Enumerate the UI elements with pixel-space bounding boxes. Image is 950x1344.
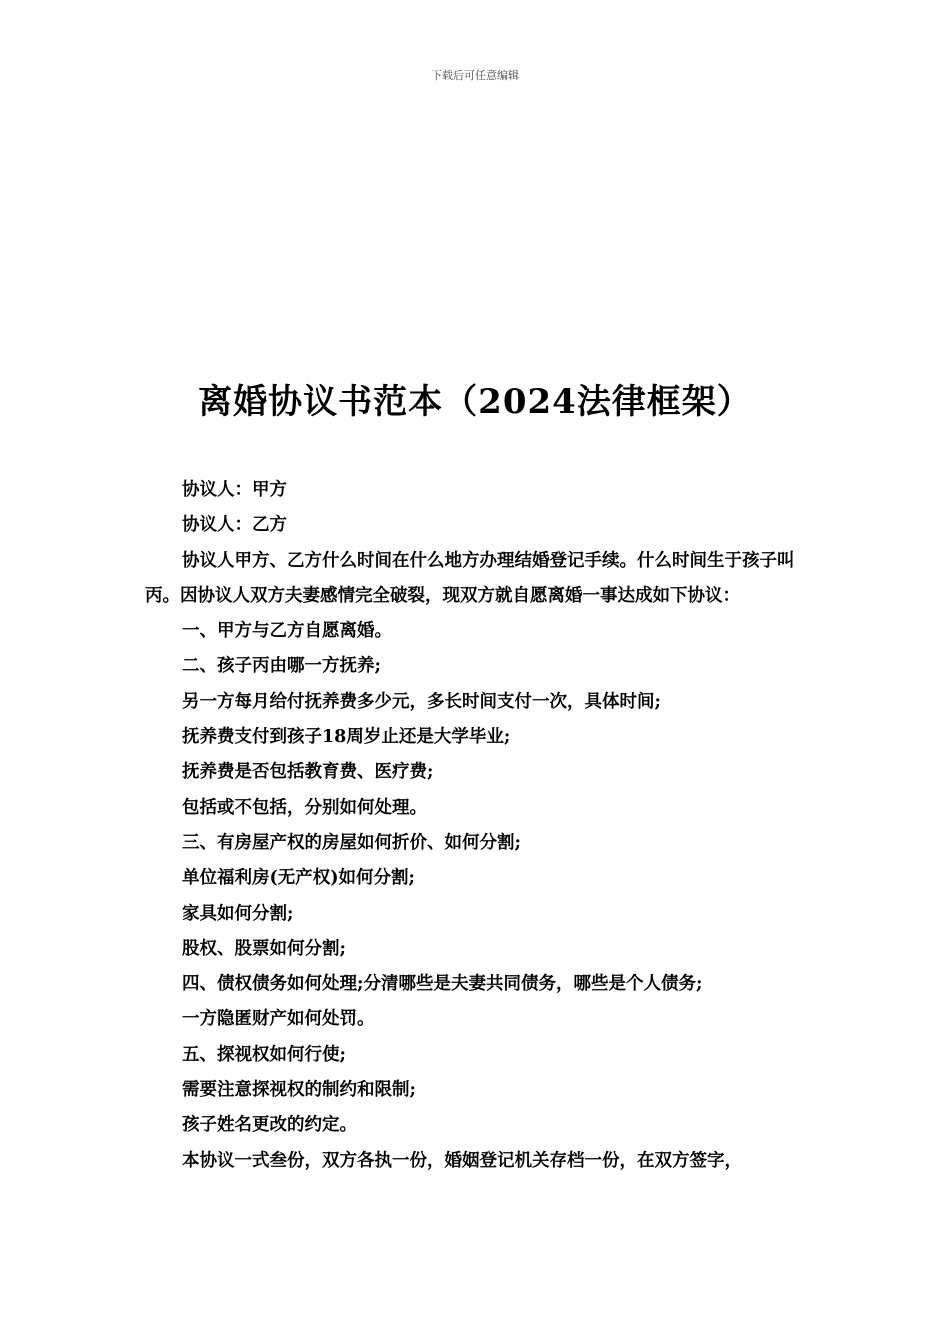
clause-3-welfare-housing: 单位福利房(无产权)如何分割; bbox=[182, 868, 416, 889]
clause-4: 四、债权债务如何处理;分清哪些是夫妻共同债务，哪些是个人债务; bbox=[182, 974, 703, 995]
clause-5-restrictions: 需要注意探视权的制约和限制; bbox=[182, 1080, 416, 1101]
clause-2: 二、孩子丙由哪一方抚养; bbox=[182, 656, 381, 677]
clause-3-furniture: 家具如何分割; bbox=[182, 903, 294, 924]
clause-3-stocks: 股权、股票如何分割; bbox=[182, 938, 346, 959]
clause-2-payment: 另一方每月给付抚养费多少元，多长时间支付一次，具体时间; bbox=[182, 691, 661, 712]
clause-5-name-change: 孩子姓名更改的约定。 bbox=[182, 1115, 357, 1136]
copies-paragraph: 本协议一式叁份，双方各执一份，婚姻登记机关存档一份，在双方签字， bbox=[182, 1150, 742, 1171]
clause-1: 一、甲方与乙方自愿离婚。 bbox=[182, 621, 392, 642]
clause-2-duration: 抚养费支付到孩子18周岁止还是大学毕业; bbox=[182, 727, 511, 748]
document-body bbox=[145, 473, 810, 1179]
party-a-line: 协议人：甲方 bbox=[182, 480, 287, 500]
page-header-note: 下载后可任意编辑 bbox=[431, 69, 519, 82]
clause-2-handling: 包括或不包括，分别如何处理。 bbox=[182, 797, 427, 818]
party-b-line: 协议人：乙方 bbox=[182, 515, 287, 536]
clause-5: 五、探视权如何行使; bbox=[182, 1044, 346, 1065]
document-title: 离婚协议书范本（2024法律框架） bbox=[198, 382, 752, 422]
intro-paragraph: 协议人甲方、乙方什么时间在什么地方办理结婚登记手续。什么时间生于孩子叫丙。因协议人双方夫妻感情完全破裂，现双方就自愿离婚一事达成如下协议： bbox=[145, 550, 795, 606]
clause-2-coverage: 抚养费是否包括教育费、医疗费; bbox=[182, 762, 434, 783]
clause-3: 三、有房屋产权的房屋如何折价、如何分割; bbox=[182, 832, 521, 853]
clause-4-concealment: 一方隐匿财产如何处罚。 bbox=[182, 1009, 375, 1030]
